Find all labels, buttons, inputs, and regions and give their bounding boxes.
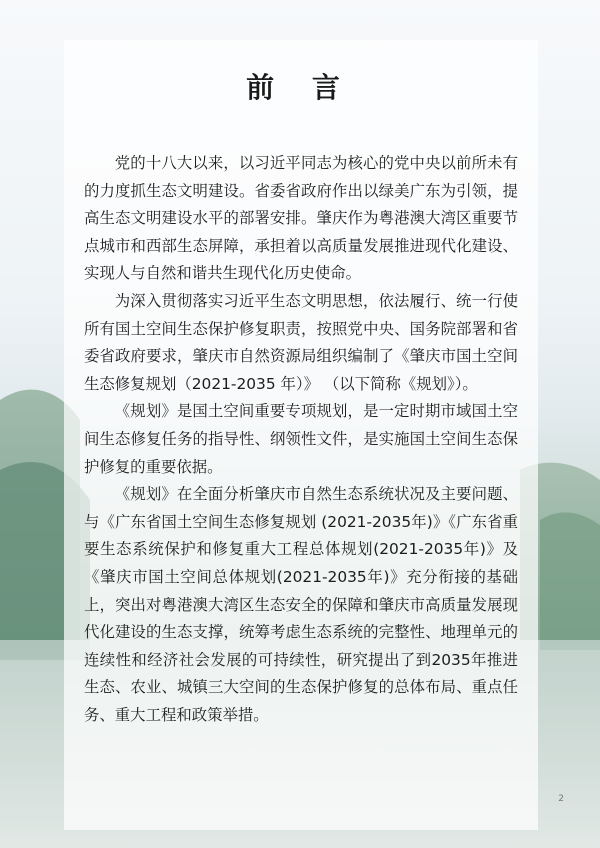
page-title: 前 言 [246, 71, 354, 104]
page-number: 2 [558, 794, 564, 804]
paragraph: 党的十八大以来，以习近平同志为核心的党中央以前所未有的力度抓生态文明建设。省委省政府作出以绿美广东为引领，提高生态文明建设水平的部署安排。肇庆作为粤港澳大湾区重要节点城市和西部生态屏障，承担着以高质量发展推进现代化建设、实现人与自然和谐共生现代化历史使命。 [84, 154, 518, 283]
paragraph: 为深入贯彻落实习近平生态文明思想，依法履行、统一行使所有国土空间生态保护修复职责，按照党中央、国务院部署和省委省政府要求，肇庆市自然资源局组织编制了《肇庆市国土空间生态修复规划（2021-2035 年）》 （以下简称《规划》）。 [84, 291, 518, 393]
body-text [84, 150, 518, 729]
paragraph: 《规划》在全面分析肇庆市自然生态系统状况及主要问题、与《广东省国土空间生态修复规划 (2021-2035年)》《广东省重要生态系统保护和修复重大工程总体规划(2021-2035年)》及《肇庆市国土空间总体规划(2021-2035年)》充分衔接的基础上，突出对粤港澳大湾区生态安全的保障和肇庆市高质量发展现代化建设的生态支撑，统筹考虑生态系统的完整性、地理单元的连续性和经济社会发展的可持续性，研究提出了到2035年推进生态、农业、城镇三大空间的生态保护修复的总体布局、重点任务、重大工程和政策举措。 [84, 485, 518, 724]
paragraph: 《规划》是国土空间重要专项规划，是一定时期市域国土空间生态修复任务的指导性、纲领性文件，是实施国土空间生态保护修复的重要依据。 [84, 402, 518, 476]
